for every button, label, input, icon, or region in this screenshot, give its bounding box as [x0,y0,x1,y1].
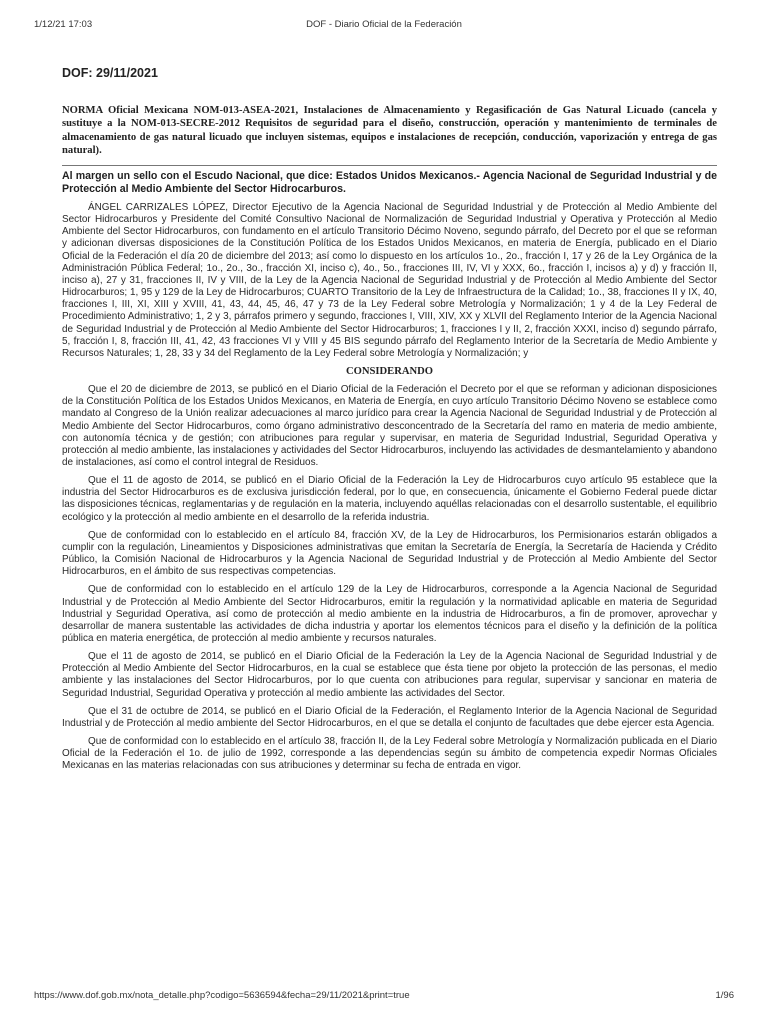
norma-title: NORMA Oficial Mexicana NOM-013-ASEA-2021, Instalaciones de Almacenamiento y Regasificación de Gas Natural Licuado (cancela y sustituye a la NOM-013-SECRE-2012 Requisitos de seguridad para el diseño, construcción, operación y mantenimiento de terminales de almacenamiento de gas natural licuado que incluyen sistemas, equipos e instalaciones de recepción, conducción, vaporización y entrega de gas natural). [62,105,717,156]
considerando-paragraph: Que el 31 de octubre de 2014, se publicó en el Diario Oficial de la Federación, el Reglamento Interior de la Agencia Nacional de Seguridad Industrial y de Protección al medio ambiente del Sector Hidrocarburos, en el que se detalla el conjunto de facultades que debe ejercer esta Agencia. [62,705,717,729]
title-separator [62,165,717,166]
print-header [34,19,734,33]
margin-note: Al margen un sello con el Escudo Nacional, que dice: Estados Unidos Mexicanos.- Agencia Nacional de Seguridad Industrial y de Protección al Medio Ambiente del Sector Hidrocarburos. [62,170,717,196]
print-page-title: DOF - Diario Oficial de la Federación [306,19,462,30]
section-heading: CONSIDERANDO [345,366,434,378]
considerando-paragraph: Que de conformidad con lo establecido en el artículo 84, fracción XV, de la Ley de Hidrocarburos, los Permisionarios estarán obligados a cumplir con la regulación, Lineamientos y Disposiciones administrativas que emitan la Secretaría de Energía, la Secretaría de Hacienda y Crédito Público, la Comisión Nacional de Hidrocarburos y la Agencia Nacional de Seguridad Industrial y de Protección al Medio Ambiente del Sector Hidrocarburos, en el ámbito de sus respectivas competencias. [62,529,717,578]
considerando-paragraph: Que el 20 de diciembre de 2013, se publicó en el Diario Oficial de la Federación el Decreto por el que se reforman y adicionan disposiciones de la Constitución Política de los Estados Unidos Mexicanos, en Materia de Energía, en cuyo artículo Transitorio Décimo Noveno se establece como mandato al Congreso de la Unión realizar adecuaciones al marco jurídico para crear la Agencia Nacional de Seguridad Industrial y de Protección al Medio Ambiente del Sector Hidrocarburos, como órgano administrativo desconcentrado de la Secretaría del ramo en materia de medio ambiente, con autonomía técnica y de gestión; con atribuciones para regular y supervisar, en materia de Seguridad Industrial, Seguridad Operativa y protección al medio ambiente, las instalaciones y actividades del Sector Hidrocarburos, incluyendo las actividades de desmantelamiento y abandono de instalaciones, así como el control integral de Residuos. [62,384,717,468]
print-footer [34,990,734,1004]
print-url: https://www.dof.gob.mx/nota_detalle.php?codigo=5636594&fecha=29/11/2021&print=true [34,990,410,1001]
considerando-paragraph: Que de conformidad con lo establecido en el artículo 129 de la Ley de Hidrocarburos, corresponde a la Agencia Nacional de Seguridad Industrial y de Protección al Medio Ambiente del Sector Hidrocarburos, emitir la regulación y la normatividad aplicable en materia de Seguridad Industrial y Seguridad Operativa, así como de protección al medio ambiente en la industria de Hidrocarburos, a fin de promover, aprovechar y desarrollar de manera sustentable las actividades de dicha industria y aportar los elementos técnicos para el diseño y la definición de la política pública en materia energética, de protección al medio ambiente y recursos naturales. [62,584,717,644]
document-content [62,66,717,779]
intro-paragraph: ÁNGEL CARRIZALES LÓPEZ, Director Ejecutivo de la Agencia Nacional de Seguridad Industrial y de Protección al Medio Ambiente del Sector Hidrocarburos y Presidente del Comité Consultivo Nacional de Normalización de Seguridad Industrial y Operativa y Protección al Medio Ambiente del Sector Hidrocarburos, con fundamento en el artículo Transitorio Décimo Noveno, segundo párrafo, del Decreto por el que se reforman y adicionan diversas disposiciones de la Constitución Política de los Estados Unidos Mexicanos, en materia de Energía, publicado en el Diario Oficial de la Federación el día 20 de diciembre del 2013; así como lo dispuesto en los artículos 1o., 2o., fracción I, 17 y 26 de la Ley Orgánica de la Administración Pública Federal; 1o., 2o., 3o., fracción XI, inciso c), 4o., 5o., fracciones III, IV, VI y XXX, 6o., fracción I, incisos a) y d) y fracción II, inciso a), 27 y 31, fracciones II, IV y VIII, de la Ley de la Agencia Nacional de Seguridad Industrial y de Protección al Medio Ambiente del Sector Hidrocarburos; 1, 95 y 129 de la Ley de Hidrocarburos; CUARTO Transitorio de la Ley de Infraestructura de la Calidad; 1o., 38, fracciones II y IX, 40, fracciones I, III, XI, XIII y XVIII, 41, 43, 44, 45, 46, 47 y 73 de la Ley Federal sobre Metrología y Normalización; 1 y 4 de la Ley Federal de Procedimiento Administrativo; 1, 2 y 3, párrafos primero y segundo, fracciones I, VIII, XIV, XX y XLVII del Reglamento Interior de la Agencia Nacional de Seguridad Industrial y de Protección al Medio Ambiente del Sector Hidrocarburos; 1, fracciones I y II, 2, fracción XXXI, inciso d) segundo párrafo, 5, fracción I, 8, fracción III, 41, 42, 43 fracciones VI y VIII y 45 BIS segundo párrafo del Reglamento Interior de la Secretaría de Medio Ambiente y Recursos Naturales; 1, 28, 33 y 34 del Reglamento de la Ley Federal sobre Metrología y Normalización; y [62,202,717,359]
considerando-paragraph: Que de conformidad con lo establecido en el artículo 38, fracción II, de la Ley Federal sobre Metrología y Normalización publicada en el Diario Oficial de la Federación el 1o. de julio de 1992, corresponde a las dependencias según su ámbito de competencia expedir Normas Oficiales Mexicanas en las materias relacionadas con sus atribuciones y determinar su fecha de entrada en vigor. [62,736,717,772]
print-page-number: 1/96 [715,990,734,1001]
publication-date: DOF: 29/11/2021 [62,66,158,80]
considerando-paragraph: Que el 11 de agosto de 2014, se publicó en el Diario Oficial de la Federación la Ley de la Agencia Nacional de Seguridad Industrial y de Protección al Medio Ambiente del Sector Hidrocarburos, en la cual se establece que ésta tiene por objeto la protección de las personas, el medio ambiente y las instalaciones del Sector Hidrocarburos, por lo que cuenta con atribuciones para regular, supervisar y sancionar en materia de Seguridad Industrial, Seguridad Operativa y protección al medio ambiente las actividades del Sector. [62,651,717,699]
print-timestamp: 1/12/21 17:03 [34,19,93,30]
considerando-paragraph: Que el 11 de agosto de 2014, se publicó en el Diario Oficial de la Federación la Ley de Hidrocarburos cuyo artículo 95 establece que la industria del Sector Hidrocarburos es de exclusiva jurisdicción federal, por lo que, en consecuencia, únicamente el Gobierno Federal puede dictar las disposiciones técnicas, reglamentarias y de regulación en la materia, incluyendo aquéllas relacionadas con el desarrollo sustentable, el equilibrio ecológico y la protección al medio ambiente en el desarrollo de la referida industria. [62,475,717,523]
